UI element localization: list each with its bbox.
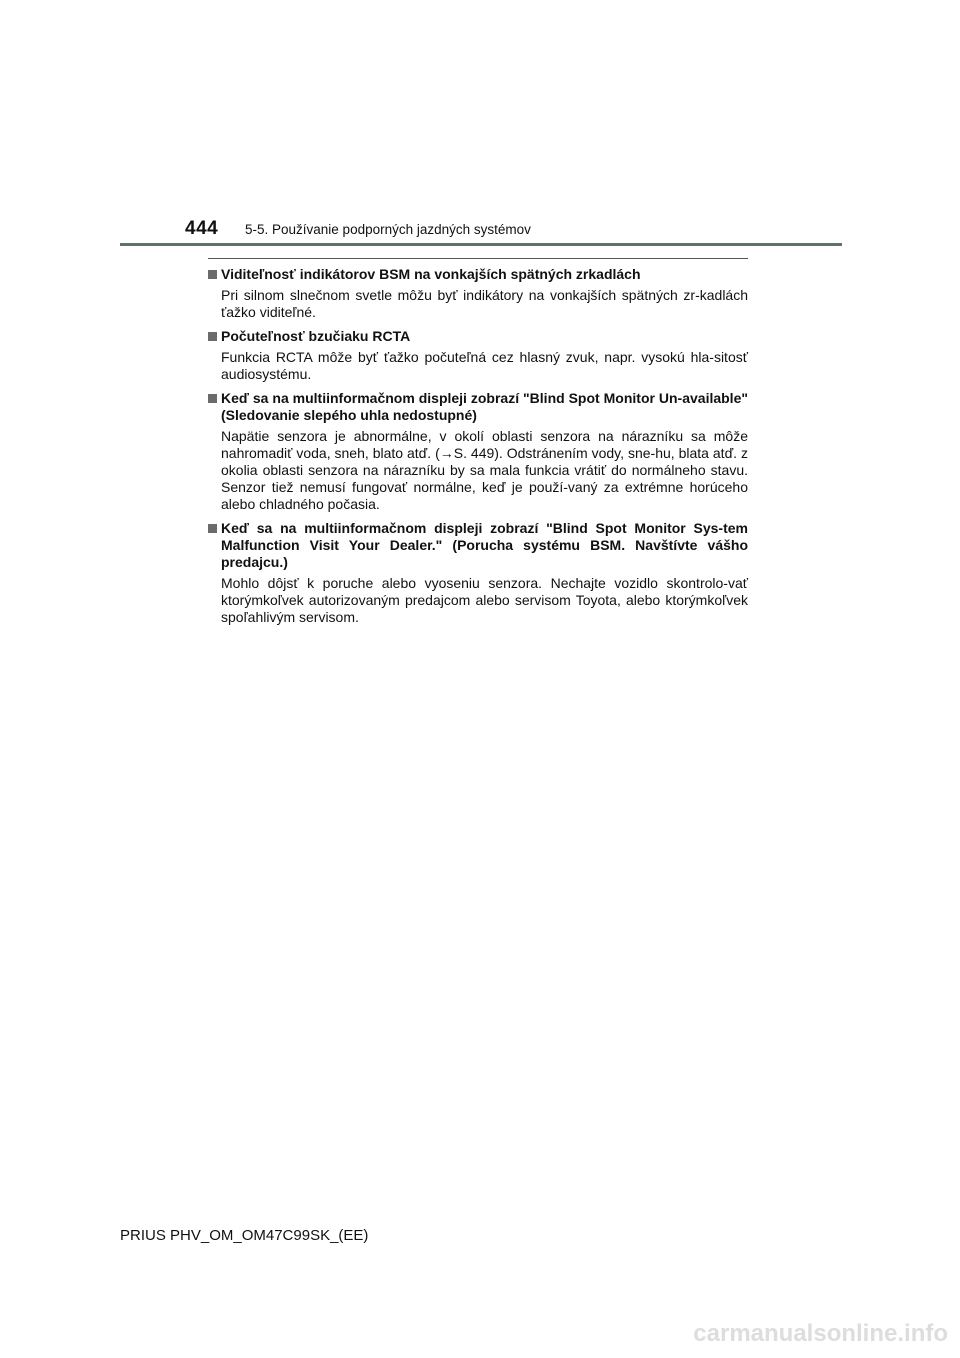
item-heading-text: Keď sa na multiinformačnom displeji zobrazí "Blind Spot Monitor Sys-tem Malfunction Visit Your Dealer." (Porucha systému BSM. Navštívte vášho predajcu.) (221, 520, 748, 570)
item-body-text: Pri silnom slnečnom svetle môžu byť indikátory na vonkajších spätných zr-kadlách ťažko viditeľné. (221, 287, 748, 320)
item-body-text: Napätie senzora je abnormálne, v okolí oblasti senzora na nárazníku sa môže nahromadiť voda, sneh, blato atď. (→S. 449). Odstránením vody, sne-hu, blata atď. z okolia oblasti senzora na nárazníku by sa mala funkcia vrátiť do normálneho stavu. Senzor tiež nemusí fungovať normálne, keď je použí-vaný za extrémne horúceho alebo chladného počasia. (221, 428, 748, 512)
footer-doc-code: PRIUS PHV_OM_OM47C99SK_(EE) (120, 1227, 369, 1244)
content-area (208, 266, 748, 633)
item-heading-text: Keď sa na multiinformačnom displeji zobrazí "Blind Spot Monitor Un-available" (Sledovanie slepého uhla nedostupné) (221, 390, 748, 423)
item-body (221, 349, 748, 383)
info-item-bsm-visibility (208, 266, 748, 321)
info-item-bsm-malfunction (208, 520, 748, 626)
section-title: 5-5. Používanie podporných jazdných systémov (245, 222, 531, 237)
item-body (221, 287, 748, 321)
square-bullet-icon (208, 332, 217, 341)
item-heading (208, 328, 748, 345)
item-heading (208, 520, 748, 571)
item-heading (208, 390, 748, 424)
square-bullet-icon (208, 524, 217, 533)
watermark: carmanualsonline.info (693, 1320, 948, 1347)
info-item-rcta-buzzer (208, 328, 748, 383)
info-item-bsm-unavailable (208, 390, 748, 513)
item-heading (208, 266, 748, 283)
square-bullet-icon (208, 270, 217, 279)
item-body-text: Mohlo dôjsť k poruche alebo vyoseniu senzora. Nechajte vozidlo skontrolo-vať ktorýmkoľvek autorizovaným predajcom alebo servisom Toyota, alebo ktorýmkoľvek spoľahlivým servisom. (221, 575, 748, 625)
item-body-text: Funkcia RCTA môže byť ťažko počuteľná cez hlasný zvuk, napr. vysokú hla-sitosť audiosystému. (221, 349, 748, 382)
page-number: 444 (185, 218, 219, 239)
item-heading-text: Počuteľnosť bzučiaku RCTA (221, 328, 411, 344)
square-bullet-icon (208, 394, 217, 403)
item-body (221, 575, 748, 626)
item-body (221, 428, 748, 513)
content-top-rule (208, 258, 748, 259)
header-rule (120, 243, 842, 246)
item-heading-text: Viditeľnosť indikátorov BSM na vonkajších spätných zrkadlách (221, 266, 641, 282)
